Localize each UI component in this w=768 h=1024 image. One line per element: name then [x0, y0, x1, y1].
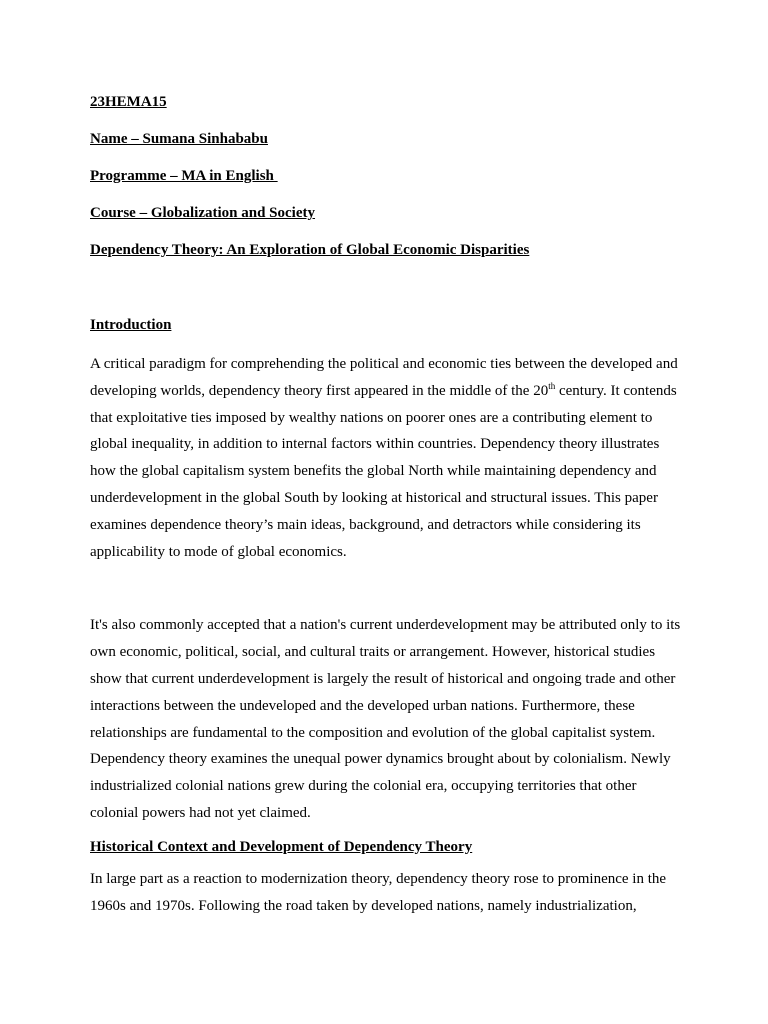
introduction-paragraph: [90, 351, 682, 565]
intro-text-part1: A critical paradigm for comprehending the political and economic ties between the developed and developing worlds, dependency theory first appeared in the middle of the 20: [90, 356, 678, 399]
student-name: Name – Sumana Sinhababu: [90, 131, 268, 147]
second-paragraph: It's also commonly accepted that a nation's current underdevelopment may be attributed only to its own economic, political, social, and cultural traits or arrangement. However, historical studies show that current underdevelopment is largely the result of historical and ongoing trade and other interactions between the undeveloped and the developed urban nations. Furthermore, these relationships are fundamental to the composition and evolution of the global capitalist system. Dependency theory examines the unequal power dynamics brought about by colonialism. Newly industrialized colonial nations grew during the colonial era, occupying territories that other colonial powers had not yet claimed.: [90, 617, 681, 821]
third-paragraph: In large part as a reaction to modernization theory, dependency theory rose to prominence in the 1960s and 1970s. Following the road taken by developed nations, namely industrialization,: [90, 870, 667, 914]
intro-text-part2: century. It contends that exploitative ties imposed by wealthy nations on poorer ones are a contributing element to global inequality, in addition to internal factors within countries. Dependency theory illustrates how the global capitalism system benefits the global North while maintaining dependency and underdevelopment in the global South by looking at historical and structural issues. This paper examines dependence theory’s main ideas, background, and detractors while considering its applicability to mode of global economics.: [90, 382, 677, 560]
historical-context-heading: Historical Context and Development of Dependency Theory: [90, 838, 473, 855]
document-body: [90, 92, 682, 919]
programme-line: Programme – MA in English: [90, 168, 278, 184]
course-line: Course – Globalization and Society: [90, 205, 316, 221]
ordinal-superscript: th: [548, 380, 556, 391]
paragraph-spacer: [90, 565, 682, 612]
introduction-heading: Introduction: [90, 317, 172, 333]
document-title: Dependency Theory: An Exploration of Global Economic Disparities: [90, 242, 530, 258]
student-id: 23HEMA15: [90, 94, 167, 110]
